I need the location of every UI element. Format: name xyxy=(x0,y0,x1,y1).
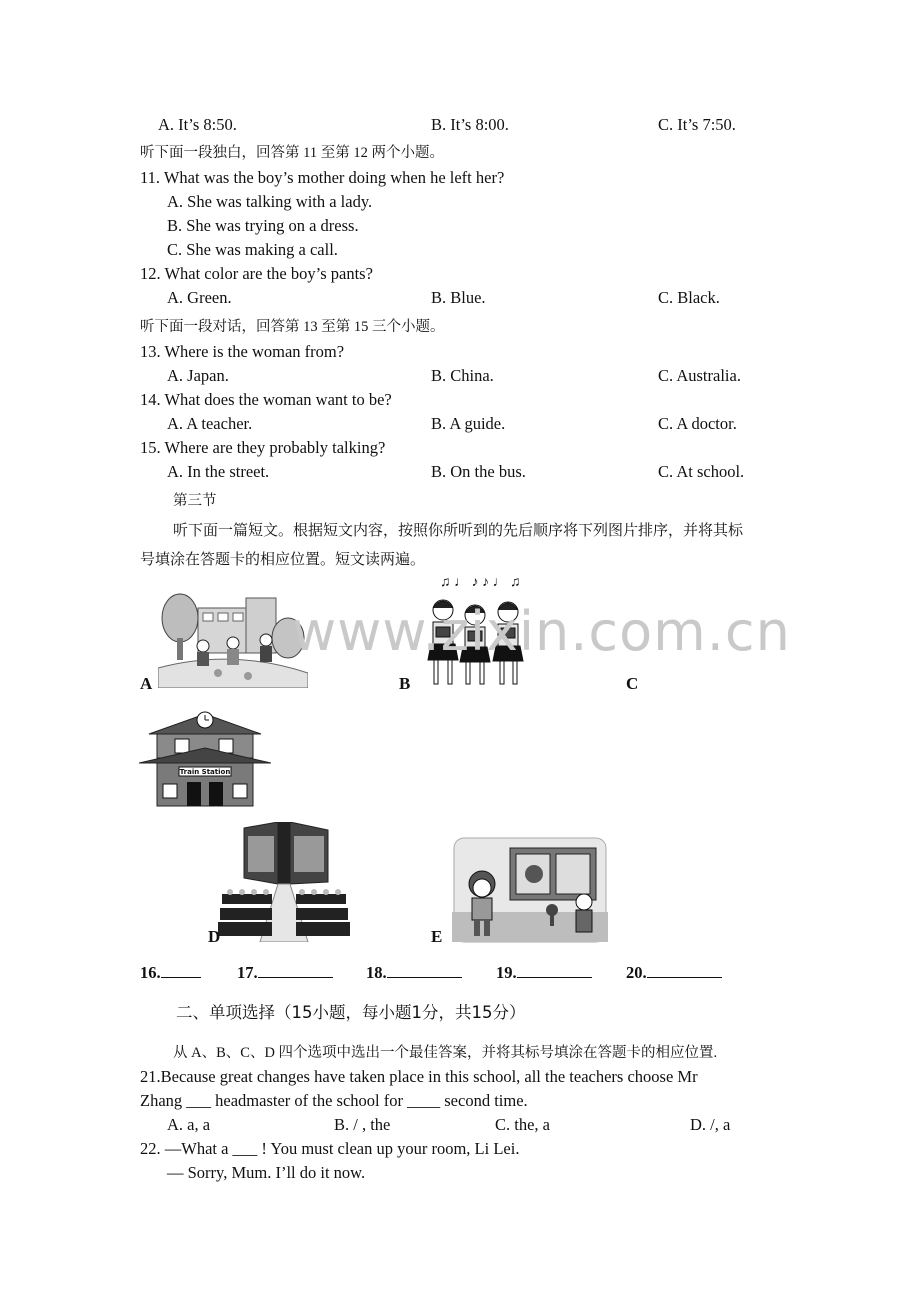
q14-option-b: B. A guide. xyxy=(431,414,506,433)
picture-e-boy-window xyxy=(452,836,608,944)
q13-option-c: C. Australia. xyxy=(658,366,741,385)
picture-a-park-children xyxy=(158,588,308,688)
q13-option-b: B. China. xyxy=(431,366,494,385)
q12-option-a: A. Green. xyxy=(167,288,232,307)
picture-d-cinema-audience xyxy=(218,822,350,942)
section-3-title: 第三节 xyxy=(173,493,217,509)
q12-option-c: C. Black. xyxy=(658,288,720,307)
q11-option-c: C. She was making a call. xyxy=(167,240,338,259)
q15-option-a: A. In the street. xyxy=(167,462,270,481)
answer-slot-number: 17. xyxy=(237,963,258,982)
q12-option-b: B. Blue. xyxy=(431,288,486,307)
q21-stem-line-2: Zhang ___ headmaster of the school for ____ second time. xyxy=(140,1091,528,1110)
answer-slot-number: 20. xyxy=(626,963,647,982)
answer-slot-18 xyxy=(366,961,462,983)
q21-option-a: A. a, a xyxy=(167,1115,211,1134)
picture-b-label: B xyxy=(399,674,411,693)
svg-text:♫ ♩ ♪ ♪ ♩ ♫: ♫ ♩ ♪ ♪ ♩ ♫ xyxy=(440,575,521,590)
q14-stem: 14. What does the woman want to be? xyxy=(140,390,392,409)
q21-option-c: C. the, a xyxy=(495,1115,550,1134)
picture-c-label: C xyxy=(626,674,639,693)
q14-option-c: C. A doctor. xyxy=(658,414,737,433)
q21-option-d: D. /, a xyxy=(690,1115,731,1134)
picture-e-label: E xyxy=(431,927,443,946)
answer-slot-20 xyxy=(626,961,722,983)
part-2-instruction: 从 A、B、C、D 四个选项中选出一个最佳答案，并将其标号填涂在答题卡的相应位置. xyxy=(173,1045,718,1061)
q14-option-a: A. A teacher. xyxy=(167,414,253,433)
q11-stem: 11. What was the boy’s mother doing when he left her? xyxy=(140,168,505,187)
q21-option-b: B. / , the xyxy=(334,1115,391,1134)
q13-stem: 13. Where is the woman from? xyxy=(140,342,345,361)
picture-a-label: A xyxy=(140,674,153,693)
instruction-11-12: 听下面一段独白，回答第 11 至第 12 两个小题。 xyxy=(140,145,444,161)
station-sign-text: Train Station xyxy=(179,768,231,776)
answer-slot-19 xyxy=(496,961,592,983)
q22-line-1: 22. —What a ___ ! You must clean up your room, Li Lei. xyxy=(140,1139,520,1158)
q15-stem: 15. Where are they probably talking? xyxy=(140,438,386,457)
section-3-instruction-line-2: 号填涂在答题卡的相应位置。短文读两遍。 xyxy=(140,552,426,568)
q15-option-c: C. At school. xyxy=(658,462,745,481)
instruction-13-15: 听下面一段对话，回答第 13 至第 15 三个小题。 xyxy=(140,319,445,335)
q13-option-a: A. Japan. xyxy=(167,366,229,385)
q11-option-b: B. She was trying on a dress. xyxy=(167,216,359,235)
answer-slot-number: 19. xyxy=(496,963,517,982)
q12-stem: 12. What color are the boy’s pants? xyxy=(140,264,373,283)
answer-slot-16 xyxy=(140,961,201,983)
q22-line-2: — Sorry, Mum. I’ll do it now. xyxy=(167,1163,366,1182)
q21-stem-line-1: 21.Because great changes have taken place in this school, all the teachers choose Mr xyxy=(140,1067,698,1086)
watermark-text: www.zixin.com.cn xyxy=(292,600,791,663)
q10-option-b: B. It’s 8:00. xyxy=(431,115,509,134)
q10-option-a: A. It’s 8:50. xyxy=(158,115,237,134)
q15-option-b: B. On the bus. xyxy=(431,462,526,481)
picture-d-label: D xyxy=(208,927,221,946)
q11-option-a: A. She was talking with a lady. xyxy=(167,192,373,211)
answer-slot-17 xyxy=(237,961,333,983)
answer-slot-number: 18. xyxy=(366,963,387,982)
picture-c-train-station xyxy=(139,708,271,808)
answer-slot-number: 16. xyxy=(140,963,161,982)
part-2-heading: 二、单项选择（15小题，每小题1分，共15分） xyxy=(176,1003,526,1022)
q10-option-c: C. It’s 7:50. xyxy=(658,115,736,134)
section-3-instruction-line-1: 听下面一篇短文。根据短文内容，按照你所听到的先后顺序将下列图片排序，并将其标 xyxy=(173,523,744,539)
